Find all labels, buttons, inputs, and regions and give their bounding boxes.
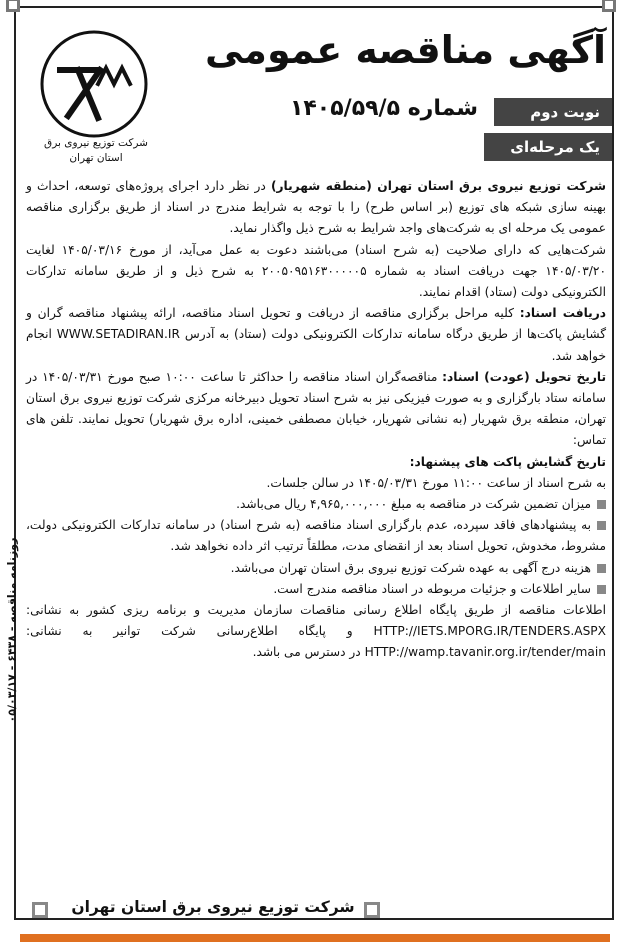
footer-signature: شرکت توزیع نیروی برق استان تهران xyxy=(48,898,378,916)
bullet-text: هزینه درج آگهی به عهده شرکت توزیع نیروی برق استان تهران می‌باشد. xyxy=(230,560,591,575)
bullet-icon xyxy=(597,585,606,594)
company-name: شرکت توزیع نیروی برق استان تهران (منطقه شهریار) xyxy=(270,179,606,193)
bullet-icon xyxy=(597,500,606,509)
bullet-text: سایر اطلاعات و جزئیات مربوطه در اسناد مناقصه مندرج است. xyxy=(273,581,591,596)
intro-text: در نظر دارد اجرای پروژه‌های توسعه، احداث و بهینه سازی شبکه های توزیع (بر اساس طرح) را با توجه به شرایط مندرج در اسناد از طریق برگزاری مناقصه عمومی یک مرحله ای به شرکت‌های واجد شرایط به شرح ذیل واگذار نماید. xyxy=(26,179,606,236)
company-logo xyxy=(38,28,150,140)
side-note-text: روزنامه مناقصه - ۶۴۳۸ - ۰۵/۰۳/۱۷ xyxy=(5,537,19,723)
round-badge: نوبت دوم xyxy=(494,98,612,126)
ad-body xyxy=(26,176,606,664)
stage-badge: یک مرحله‌ای xyxy=(484,133,612,161)
intro-paragraph xyxy=(26,176,606,240)
opening-heading: تاریخ گشایش پاکت های پیشنهاد: xyxy=(409,454,606,469)
delivery-heading: تاریخ تحویل (عودت) اسناد: xyxy=(442,369,607,384)
bullet-icon xyxy=(597,564,606,573)
logo-caption-line1: شرکت توزیع نیروی برق xyxy=(44,137,148,149)
side-note xyxy=(0,520,26,740)
documents-text: کلیه مراحل برگزاری مناقصه از دریافت و تحویل اسناد مناقصه، ارائه پیشنهاد مناقصه گران و گشایش پاکت‌ها از طریق درگاه سامانه تدارکات الکترونیکی دولت (ستاد) به آدرس WWW.SETADIRAN.IR انجام خواهد شد. xyxy=(26,306,606,363)
logo-caption xyxy=(26,136,166,166)
footer-square-left xyxy=(32,902,48,918)
bullet-item xyxy=(26,494,606,515)
bullet-item xyxy=(26,579,606,600)
bullet-item xyxy=(26,558,606,579)
bullet-icon xyxy=(597,521,606,530)
bullet-item xyxy=(26,515,606,557)
frame-corner-top-left xyxy=(6,0,20,12)
documents-paragraph xyxy=(26,303,606,367)
delivery-paragraph xyxy=(26,367,606,452)
invitation-paragraph: شرکت‌هایی که دارای صلاحیت (به شرح اسناد) می‌باشند دعوت به عمل می‌آید، از مورخ ۱۴۰۵/۰۳/۱۶ لغایت ۱۴۰۵/۰۳/۲۰ جهت دریافت اسناد به شماره ۲۰۰۵۰۹۵۱۶۳۰۰۰۰۰۵ به شرح ذیل و از طریق سامانه تدارکات الکترونیکی دولت (ستاد) اقدام نمایند. xyxy=(26,242,607,300)
ad-title: آگهی مناقصه عمومی xyxy=(204,28,606,72)
frame-corner-top-right xyxy=(602,0,616,12)
bullet-text: به پیشنهادهای فاقد سپرده، عدم بارگزاری اسناد مناقصه (به شرح اسناد) در سامانه تدارکات الکترونیکی دولت، مشروط، مخدوش، تحویل اسناد بعد از انقضای مدت، مطلقاً ترتیب اثر داده نخواهد شد. xyxy=(26,518,606,554)
footer-square-right xyxy=(364,902,380,918)
bullet-text: میزان تضمین شرکت در مناقصه به مبلغ ۴,۹۶۵,۰۰۰,۰۰۰ ریال می‌باشد. xyxy=(236,497,591,512)
documents-heading: دریافت اسناد: xyxy=(519,306,606,321)
bottom-accent-bar xyxy=(20,934,610,942)
ad-number: شماره ۱۴۰۵/۵۹/۵ xyxy=(289,96,478,121)
info-paragraph: اطلاعات مناقصه از طریق پایگاه اطلاع رسانی مناقصات سازمان مدیریت و برنامه ریزی کشور به نشانی: HTTP://IETS.MPORG.IR/TENDERS.ASPX و پایگاه اطلاع‌رسانی شرکت توانیر به نشانی: HTTP://wamp.tavanir.org.ir/tender/main در دسترس می باشد. xyxy=(26,603,606,660)
opening-text: به شرح اسناد از ساعت ۱۱:۰۰ مورخ ۱۴۰۵/۰۳/۳۱ در سالن جلسات. xyxy=(266,475,606,490)
delivery-text: مناقصه‌گران اسناد مناقصه را حداکثر تا ساعت ۱۰:۰۰ صبح مورخ ۱۴۰۵/۰۳/۳۱ در سامانه ستاد بارگزاری و به صورت فیزیکی نیز به شرح اسناد تحویل دبیرخانه مرکزی شرکت توزیع نیروی برق استان تهران، منطقه برق شهریار (به نشانی شهریار، خیابان مصطفی خمینی، اداره برق شهریار) تحویل نمایند. تلفن های تماس: xyxy=(26,369,606,448)
logo-caption-line2: استان تهران xyxy=(69,152,123,164)
